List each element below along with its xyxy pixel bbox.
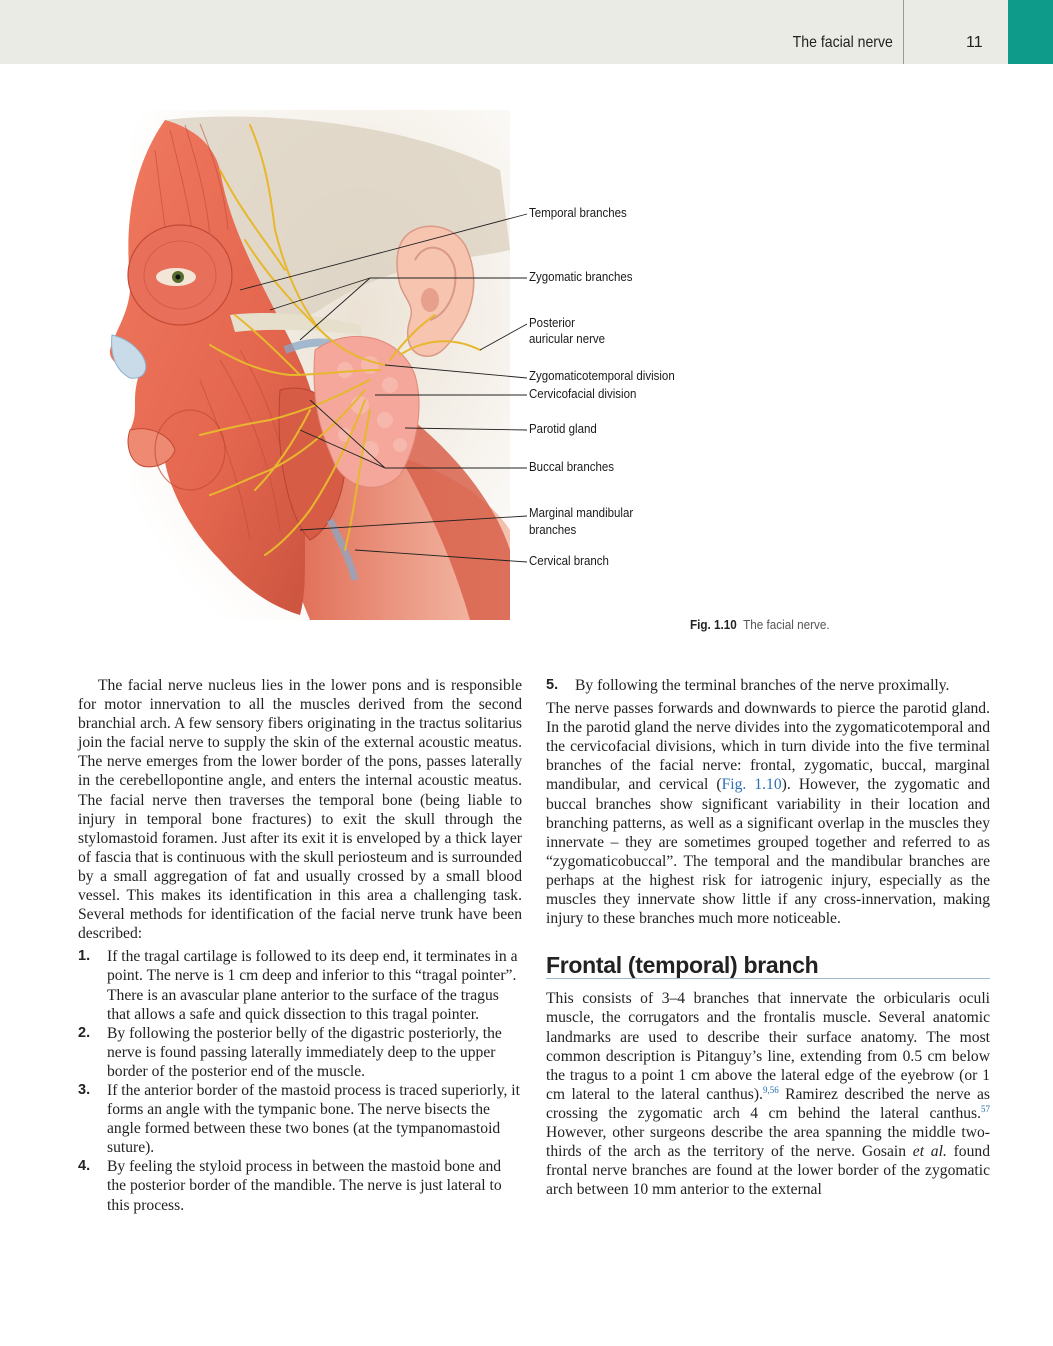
caption-text: The facial nerve. — [743, 617, 830, 632]
list-text: By following the posterior belly of the digastric posteriorly, the nerve is found passing laterally immediately deep to the upper border of the posterior end of the muscle. — [107, 1024, 502, 1080]
label-posterior-auricular-1: Posterior — [529, 316, 576, 330]
text-run: ). However, the zygomatic and buccal branches show significant variability in their location and branching patterns, as well as a significant overlap in the muscles they innervate – they are sometimes grouped together and referred to as “zygomaticobuccal”. The temporal and the mandibular branches are perhaps at the highest risk for iatrogenic injury, especially as the muscles they innervate show little if any cross-innervation, making injury to these branches much more noticeable. — [546, 776, 990, 928]
label-zygomaticotemporal-division: Zygomaticotemporal division — [529, 369, 675, 383]
list-item — [78, 947, 522, 1023]
page-number: 11 — [966, 34, 983, 51]
citation-ref[interactable]: 9,56 — [762, 1084, 779, 1095]
list-text: By following the terminal branches of the nerve proximally. — [575, 677, 950, 694]
figure-link[interactable]: Fig. 1.10 — [721, 776, 782, 794]
figure-caption — [690, 617, 830, 632]
frontal-branch-paragraph — [546, 989, 990, 1199]
label-marginal-mandibular-1: Marginal mandibular — [529, 506, 634, 520]
right-column — [546, 676, 990, 1199]
label-temporal-branches: Temporal branches — [529, 206, 627, 220]
header-divider — [903, 0, 904, 64]
label-parotid-gland: Parotid gland — [529, 422, 597, 436]
section-heading: Frontal (temporal) branch — [546, 956, 990, 979]
list-number: 2. — [78, 1024, 91, 1041]
label-marginal-mandibular-2: branches — [529, 523, 577, 537]
label-posterior-auricular-2: auricular nerve — [529, 332, 606, 346]
list-number: 4. — [78, 1158, 91, 1175]
label-cervical-branch: Cervical branch — [529, 554, 609, 568]
facial-nerve-illustration — [70, 110, 570, 620]
list-item — [78, 1157, 522, 1214]
label-cervicofacial-division: Cervicofacial division — [529, 387, 637, 401]
et-al: et al. — [912, 1143, 947, 1161]
list-text: If the tragal cartilage is followed to its deep end, it terminates in a point. The nerve is 1 cm deep and inferior to this “tragal pointer”. There is an avascular plane anterior to the surface of the tragus that allows a safe and quick dissection to this tragal pointer. — [107, 948, 518, 1023]
identification-methods-list — [78, 947, 522, 1214]
chapter-tab — [1008, 0, 1053, 64]
running-title: The facial nerve — [792, 34, 893, 51]
list-item — [78, 1081, 522, 1157]
text-run: Ramirez described the nerve as crossing the zygomatic arch 4 cm behind the lateral canthus. — [546, 1085, 990, 1122]
label-buccal-branches: Buccal branches — [529, 460, 615, 474]
list-item — [78, 1024, 522, 1081]
page-header — [0, 0, 1053, 64]
intro-paragraph: The facial nerve nucleus lies in the lower pons and is responsible for motor innervation to all the muscles derived from the second branchial arch. A few sensory fibers originating in the tractus solitarius join the facial nerve to supply the skin of the external acoustic meatus. The nerve emerges from the lower border of the pons, passes laterally in the cerebellopontine angle, and enters the internal acoustic meatus. The facial nerve then traverses the temporal bone (being liable to injury in temporal bone fractures) to exit the skull through the stylomastoid foramen. Just after its exit it is enveloped by a thick layer of fascia that is continuous with the skull periosteum and is surrounded by a small aggregation of fat and usually crossed by a small blood vessel. This makes its identification in this area a challenging task. Several methods for identification of the facial nerve trunk have been described: — [78, 677, 522, 943]
list-text: If the anterior border of the mastoid process is traced superiorly, it forms an angle with the tympanic bone. The nerve bisects the angle formed between these two bones (at the tympanomastoid suture). — [107, 1081, 520, 1157]
list-number: 1. — [78, 948, 91, 965]
text-run: This consists of 3–4 branches that innervate the orbicularis oculi muscle, the corrugators and the frontalis muscle. Several anatomic landmarks are used to describe their surface anatomy. The most common description is Pitanguy’s line, extending from 0.5 cm below the tragus to a point 1 cm above the lateral edge of the eyebrow (or 1 cm lateral to the lateral canthus). — [546, 990, 990, 1103]
list-number: 3. — [78, 1081, 91, 1098]
list-text: By feeling the styloid process in between the mastoid bone and the posterior border of the mandible. The nerve is just lateral to this process. — [107, 1158, 502, 1214]
text-run: found frontal nerve branches are found at the lower border of the zygomatic arch between 10 mm anterior to the external — [546, 1143, 990, 1199]
caption-label: Fig. 1.10 — [690, 617, 737, 632]
text-run: However, other surgeons describe the area spanning the middle two-thirds of the arch as the territory of the nerve. Gosain — [546, 1123, 990, 1161]
left-column — [78, 676, 522, 1215]
list-number: 5. — [546, 677, 559, 693]
branches-paragraph — [546, 699, 990, 928]
text-run: The nerve passes forwards and downwards to pierce the parotid gland. In the parotid gland the nerve divides into the zygomaticotemporal and the cervicofacial divisions, which in turn divide into the five terminal branches of the facial nerve: frontal, zygomatic, buccal, marginal mandibular, and cervical ( — [546, 700, 990, 794]
list-item — [546, 676, 990, 695]
identification-methods-list-continued — [546, 676, 990, 695]
citation-ref[interactable]: 57 — [981, 1103, 990, 1114]
label-zygomatic-branches: Zygomatic branches — [529, 270, 633, 284]
